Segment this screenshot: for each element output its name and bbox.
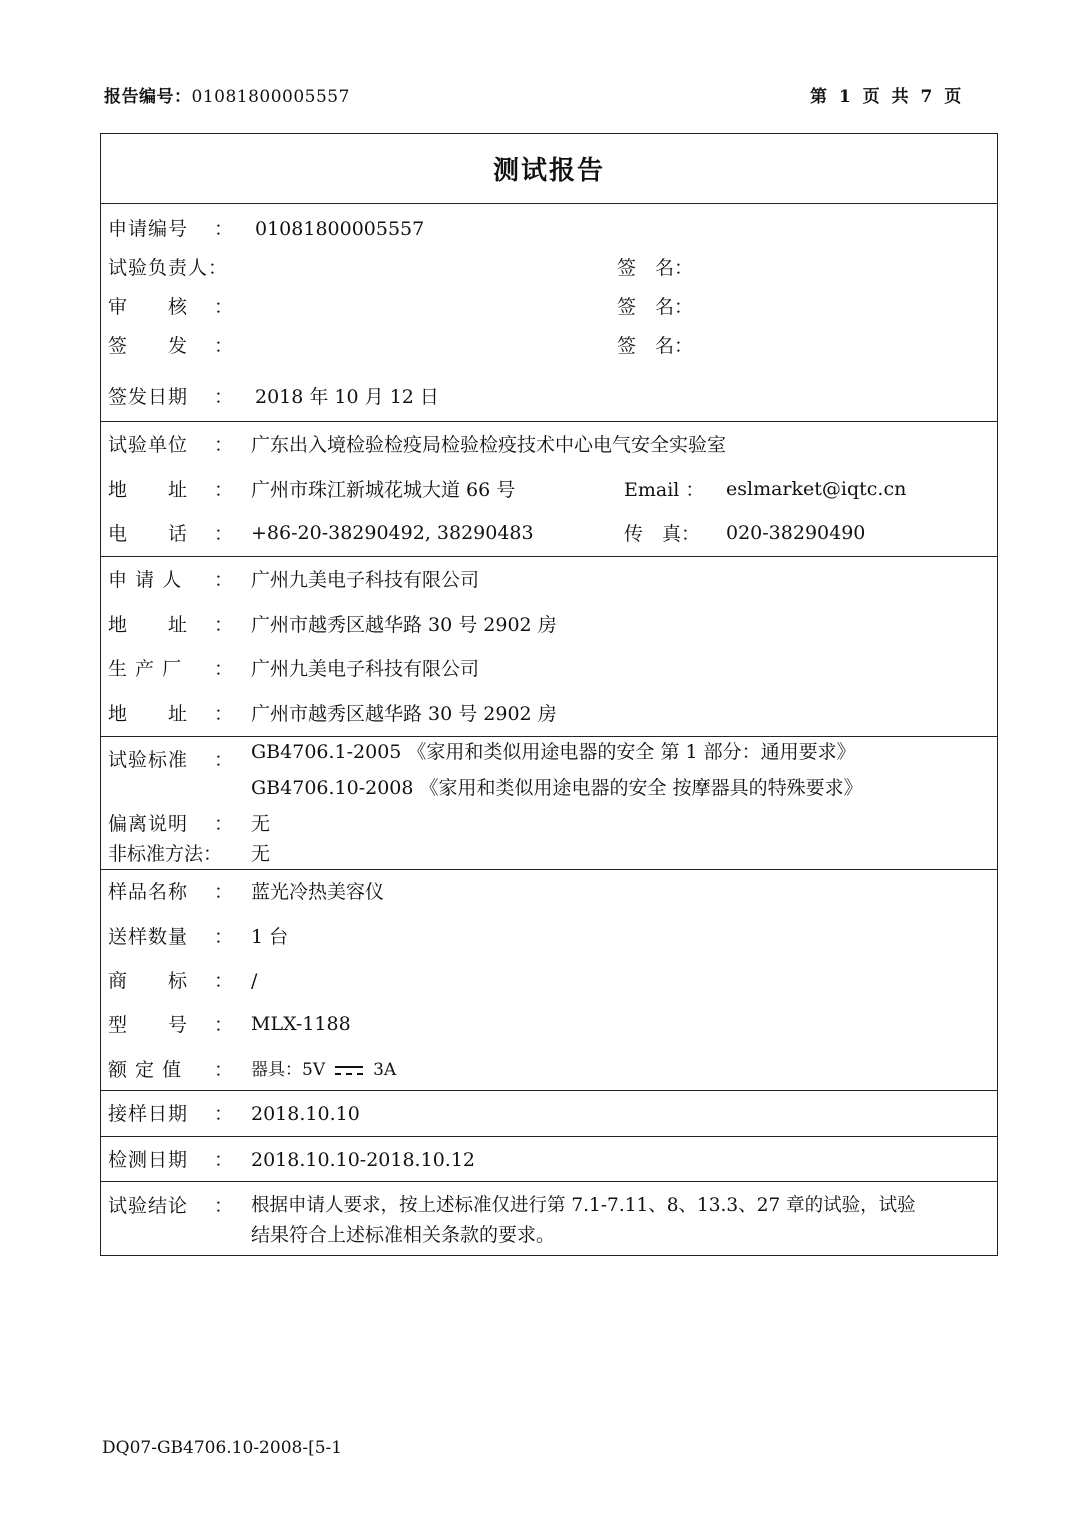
lab-address: 广州市珠江新城花城大道 66 号 — [251, 479, 516, 501]
standard-2: GB4706.10-2008 《家用和类似用途电器的安全 按摩器具的特殊要求》 — [251, 777, 863, 799]
manufacturer-label: 生 产 厂 — [108, 658, 183, 680]
applicant-address-label: 地 址 — [108, 614, 189, 636]
colon: ： — [214, 881, 234, 903]
conclusion-line-2: 结果符合上述标准相关条款的要求。 — [251, 1224, 556, 1246]
nonstandard: 无 — [251, 843, 271, 865]
lab-address-label: 地 址 — [108, 479, 189, 501]
brand: / — [251, 970, 258, 992]
manufacturer-address: 广州市越秀区越华路 30 号 2902 房 — [251, 703, 557, 725]
colon: ： — [214, 1014, 234, 1036]
page-info: 第 1 页 共 7 页 — [810, 87, 962, 107]
model: MLX-1188 — [251, 1013, 351, 1035]
report-number-value: 01081800005557 — [191, 87, 350, 107]
colon: ： — [214, 703, 234, 725]
lab-phone: +86-20-38290492, 38290483 — [251, 522, 534, 544]
divider — [101, 1090, 997, 1091]
rating-voltage: 器具：5V — [251, 1060, 326, 1080]
manufacturer-address-label: 地 址 — [108, 703, 189, 725]
document-code: DQ07-GB4706.10-2008-[5-1 — [102, 1438, 343, 1458]
deviation: 无 — [251, 813, 271, 835]
issuer-label: 签 发 — [108, 335, 189, 357]
sample-quantity-label: 送样数量 — [108, 926, 189, 948]
receive-date-label: 接样日期 — [108, 1103, 189, 1125]
colon: ： — [214, 569, 234, 591]
colon: ： — [214, 1059, 234, 1081]
model-label: 型 号 — [108, 1014, 189, 1036]
colon: ： — [214, 523, 234, 545]
colon: ： — [214, 1149, 234, 1171]
lab-phone-label: 电 话 — [108, 523, 189, 545]
colon: ： — [214, 335, 234, 357]
issuer-signature-label: 签 名： — [617, 335, 694, 357]
report-table — [100, 133, 998, 1256]
divider — [101, 556, 997, 557]
conclusion-line-1: 根据申请人要求，按上述标准仅进行第 7.1-7.11、8、13.3、27 章的试验，试验 — [251, 1195, 916, 1216]
colon: ： — [214, 218, 234, 240]
colon: ： — [214, 1195, 234, 1217]
applicant-label: 申 请 人 — [108, 569, 183, 591]
standards-label: 试验标准 — [108, 749, 189, 771]
colon: ： — [214, 1103, 234, 1125]
email: eslmarket@iqtc.cn — [726, 478, 907, 500]
rating — [251, 1059, 396, 1081]
divider — [101, 421, 997, 422]
reviewer-label: 审 核 — [108, 296, 189, 318]
colon: ： — [214, 296, 234, 318]
brand-label: 商 标 — [108, 970, 189, 992]
lab-unit-label: 试验单位 — [108, 434, 189, 456]
colon: ： — [214, 658, 234, 680]
sample-name-label: 样品名称 — [108, 881, 189, 903]
application-number-label: 申请编号 — [108, 218, 189, 240]
email-label: Email ： — [624, 479, 705, 501]
standard-1: GB4706.1-2005 《家用和类似用途电器的安全 第 1 部分：通用要求》 — [251, 741, 856, 763]
applicant: 广州九美电子科技有限公司 — [251, 569, 480, 591]
colon: ： — [214, 813, 234, 835]
tester-signature-label: 签 名： — [617, 257, 694, 279]
lab-unit: 广东出入境检验检疫局检验检疫技术中心电气安全实验室 — [251, 434, 727, 456]
report-number — [104, 82, 350, 107]
report-title: 测试报告 — [101, 134, 997, 204]
manufacturer: 广州九美电子科技有限公司 — [251, 658, 480, 680]
colon: ： — [214, 386, 234, 408]
receive-date: 2018.10.10 — [251, 1103, 360, 1125]
divider — [101, 1136, 997, 1137]
dc-symbol-icon — [335, 1064, 363, 1078]
colon: ： — [214, 970, 234, 992]
divider — [101, 869, 997, 870]
conclusion-label: 试验结论 — [108, 1195, 189, 1217]
applicant-address: 广州市越秀区越华路 30 号 2902 房 — [251, 614, 557, 636]
sample-name: 蓝光冷热美容仪 — [251, 881, 385, 903]
colon: ： — [214, 614, 234, 636]
report-number-label: 报告编号： — [104, 87, 192, 107]
test-date-label: 检测日期 — [108, 1149, 189, 1171]
colon: ： — [214, 926, 234, 948]
divider — [101, 1181, 997, 1182]
divider — [101, 736, 997, 737]
reviewer-signature-label: 签 名： — [617, 296, 694, 318]
rating-current: 3A — [373, 1060, 397, 1080]
colon: ： — [214, 749, 234, 771]
sample-quantity: 1 台 — [251, 926, 289, 948]
rating-label: 额 定 值 — [108, 1059, 183, 1081]
fax: 020-38290490 — [726, 522, 866, 544]
colon: ： — [214, 434, 234, 456]
application-number: 01081800005557 — [255, 218, 425, 240]
colon: ： — [214, 479, 234, 501]
fax-label: 传 真： — [624, 523, 701, 545]
tester-label: 试验负责人： — [108, 257, 229, 279]
nonstandard-label: 非标准方法： — [108, 843, 223, 865]
issue-date-label: 签发日期 — [108, 386, 189, 408]
issue-date: 2018 年 10 月 12 日 — [255, 386, 439, 408]
deviation-label: 偏离说明 — [108, 813, 189, 835]
test-date: 2018.10.10-2018.10.12 — [251, 1149, 475, 1171]
